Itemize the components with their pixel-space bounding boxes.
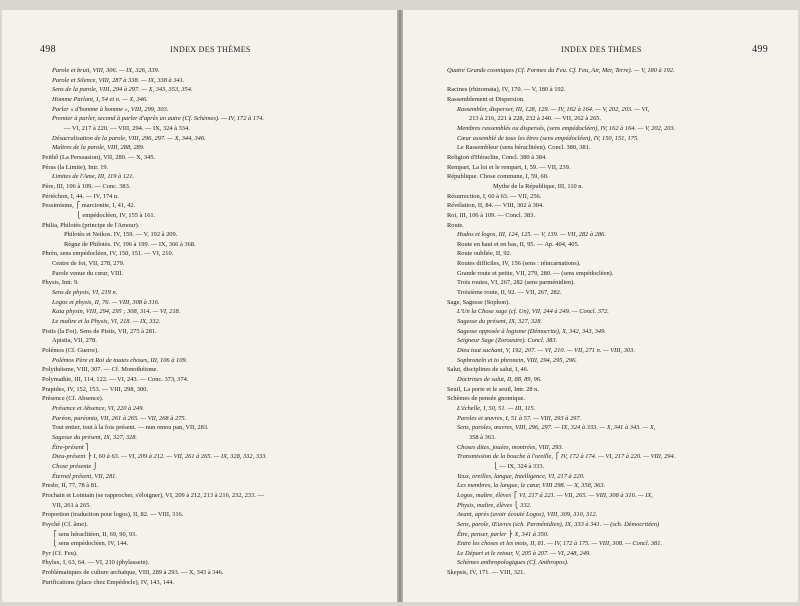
index-entry-line: Présence (Cf. Absence). [42,395,104,403]
index-entry-line: Seigneur Sage (Zoroastre). Concl. 383. [457,337,558,345]
index-entry-line: Père, III, 106 à 109. — Conc. 383. [42,182,131,190]
index-entry-line: Le maître et la Physis, VI, 218. — IX, 332. [52,318,161,326]
index-entry-line: Entre les choses et les mots, II, 81. — IV, 172 à 175. — VIII, 308. — Concl. 381. [457,540,663,548]
index-entry-line: Sage, Sagesse (Sophon). [447,298,510,306]
index-entry-line: Avant, après (avoir écouté Logos), VIII, 309, 310, 312. [457,511,598,519]
index-entry-line: Sagesse du présent, IX, 327, 328. [52,433,138,441]
index-entry-line: Polymathie, III, 114, 122. — VI, 243. — Conc. 373, 374. [42,376,189,383]
index-entry-line: Religion d'Héraclite, Concl. 380 à 384. [447,153,547,161]
index-entry-line: Doctrines de salut, II, 88, 89, 96. [457,376,542,383]
index-entry-line: Polémos Père et Roi de toutes choses, III, 106 à 109. [52,356,188,364]
index-entry-line: Polémos (Cf. Guerre). [42,347,99,355]
index-entry-line: Les membres, la langue, le cœur, VIII 298. — X, 358, 363. [457,482,606,490]
index-entry-line: Psyché (Cf. âme). [42,520,88,528]
right-page [403,10,798,602]
index-entry-line: Roi, III, 106 à 109. — Concl. 383. [447,211,536,219]
index-entry-line: ⎩ empédocléen, IV, 155 à 161. [76,211,156,219]
index-entry-line: Rempart, La loi et le rempart, I, 59. — VII, 239. [447,163,571,171]
index-entry-line: Skepsis, IV, 171. — VIII, 321. [447,569,525,577]
index-entry-line: VII, 261 à 265. [52,501,91,509]
index-entry-line: Paréon, paréonta, VII, 261 à 265. — VII, 268 à 275. [52,414,187,422]
index-entry-line: Route. [447,221,464,229]
index-entry-line: Sagesse du présent, IX, 327, 328. [457,318,543,326]
index-entry-line: Logos et physis, II, 76. — VIII, 308 à 316. [52,298,160,306]
index-entry-line: L'échelle, I, 50, 51. — III, 115. [457,404,536,412]
index-entry-line: Prapides, IV, 152, 153. — VIII, 298, 300. [42,385,148,393]
index-entry-line: Phrèn, sens empédocléen, IV, 150, 151. — VI, 210. [42,250,174,258]
index-entry-line: Paroles et œuvres, I, 51 à 57. — VIII, 293 à 297. [457,414,582,422]
index-entry-line: Trois routes, VI, 267, 282 (sens parménidien). [457,279,575,287]
right-page-header [403,44,798,56]
index-entry-line: — VI, 217 à 220. — VIII, 294. — IX, 324 à 334. [64,124,190,132]
index-entry-line: Route en haut et en bas, II, 95. — Ap. 404, 405. [457,240,580,248]
index-entry-line: 358 à 363. [469,433,496,441]
index-entry-line: Seuil, La porte et le seuil, Intr. 28 n. [447,385,539,393]
index-entry-line: Parole et Silence, VIII, 287 à 338. — IX, 338 à 341. [52,76,185,84]
index-entry-line: Polythéisme, VIII, 307. — Cf. Monothéisme. [42,366,158,374]
index-entry-line: République. Chose commune, I, 59, 60. [447,173,549,181]
left-index-entries [42,66,382,587]
left-page [2,10,397,602]
index-entry-line: ⎧ sens héraclitéen, II, 69, 90, 93. [52,530,137,538]
index-entry-line: Salut, disciplines de salut, I, 46. [447,366,529,374]
index-entry-line: Presbr, II, 77, 78 à 81. [42,482,99,490]
index-entry-line: Limites de l'Ame, III, 119 à 121. [52,173,135,181]
index-entry-line: Homme Parlant, I, 54 et n. — X, 346. [52,95,148,103]
index-entry-line: L'Un la Chose sage (cf. Un), VII, 244 à 249. — Concl. 372. [457,308,609,316]
index-entry-line: Rassembler, disperser, III, 128, 129. — IV, 162 à 164. — V, 202, 203. — VI, [457,105,650,113]
index-entry-line: Peithô (La Persuasion), VII, 280. — X, 345. [42,153,156,161]
right-index-entries [447,66,783,578]
index-entry-line: Problématiques de culture archaïque, VIII, 289 à 293. — X, 343 à 346. [42,569,224,577]
index-entry-line: Pessimisme, ⎧ marcionite, I, 41, 42. [42,202,136,210]
index-entry-line: Parler « d'homme à homme », VIII, 299, 303. [52,105,169,113]
index-entry-line: Physis, maître, élèves ⎩ 332. [457,501,532,509]
index-entry-line: Choses dites, jouées, montrées, VIII, 293. [457,443,564,451]
index-entry-line: ⎩ — IX, 324 à 333. [493,462,545,470]
index-entry-line: Apistia, VII, 278. [52,337,97,345]
index-entry-line: Phylax, I, 63, 64. — VI, 210 (phylassein). [42,559,150,567]
index-entry-line: Sens, parole, Œuvres (sch. Parménidien), IX, 333 à 341. — (sch. Démocritéen) [457,520,660,528]
index-entry-line: Sens, paroles, œuvres, VIII, 296, 297. — IX, 324 à 333. — X, 341 à 343. — X, [457,424,656,432]
index-entry-line: Péras (la Limite), Intr. 19. [42,163,109,171]
index-entry-line: Tout entier, tout à la fois présent. — nun omou pan, VII, 283. [52,424,209,432]
index-entry-line: Schèmes de pensée gnomique. [447,395,526,403]
index-entry-line: Purifications (place chez Empédocle), IV, 143, 144. [42,578,174,586]
index-entry-line: Désacralisation de la parole, VIII, 296, 297. — X, 344, 346. [52,134,206,142]
index-entry-line: Yeux, oreilles, langue, Intelligence, VI, 217 à 220. [457,472,585,480]
index-entry-line: Résurrection, I, 60 à 63. — VII, 256. [447,192,542,200]
index-entry-line: Premier à parler, second à parler d'après un autre (Cf. Schèmes). — IV, 172 à 174. [52,115,264,123]
index-entry-line: Présence et Absence, VI, 220 à 249. [52,404,144,412]
index-entry-line: Parole venue du cœur, VIII. [52,269,123,277]
index-entry-line: Maîtres de la parole, VIII, 288, 289. [52,144,145,152]
right-page-number: 499 [752,44,768,55]
index-entry-line: Physis, Intr. 9. [42,279,79,287]
left-running-title: INDEX DES THÈMES [170,45,251,54]
index-entry-line: Cœur assemblé de tous les êtres (sens empédocléen), IV, 150, 151, 175. [457,134,639,142]
index-entry-line: Troisième route, II, 92. — VII, 267, 282. [457,289,562,297]
index-entry-line: Centre de foi, VII, 278, 279. [52,260,125,268]
index-entry-line: Transmission de la bouche à l'oreille, ⎧ IV, 172 à 174. — VI, 217 à 220. — VIII, 294. [457,453,676,461]
index-entry-line: Dieu-présent ⎬ I, 60 à 63. — VI, 209 à 212. — VII, 261 à 265. — IX, 328, 332, 333. [52,453,267,461]
index-entry-line: Être-présent ⎫ [52,443,91,451]
index-entry-line: Pistis (la Foi). Sens de Pistis, VII, 275 à 281. [42,327,157,335]
index-entry-line: Logos, maître, élèves ⎧ VI, 217 à 221. — VII, 265. — VIII, 308 à 316. — IX, [457,491,653,499]
index-entry-line: Mythe de la République, III, 110 n. [493,182,584,190]
index-entry-line: Sens de la parole, VIII, 294 à 297. — X, 343, 353, 354. [52,86,193,94]
index-entry-line: Pyr (Cf. Feu). [42,549,78,557]
index-entry-line: Schèmes anthropologiques (Cf. Anthropos). [457,559,569,567]
index-entry-line: Parole et bruit, VIII, 306. — IX, 326, 339. [52,67,160,74]
index-entry-line: Éternel présent, VII, 281. [52,472,117,480]
left-page-number: 498 [40,44,56,55]
index-entry-line: Chose présente ⎭ [52,462,98,470]
index-entry-line: Racines (rhizomata), IV, 170. — V, 180 à 192. [447,86,566,94]
left-page-header [2,44,397,56]
index-entry-line: Grande route et petite, VII, 279, 280. — (sens empédocléen). [457,269,614,277]
index-entry-line [447,76,783,86]
index-entry-line: Membres rassemblés ou dispersés, (sens empédocléen), IV, 162 à 164. — V, 202, 203. [457,124,676,132]
index-entry-line: Révélation, II, 84. — VIII, 302 à 304. [447,202,544,210]
index-entry-line: Kata physin, VIII, 294, 295 ; 308, 314. — VI, 218. [52,308,181,316]
index-entry-line: ⎩ sens empédocléen, IV, 144. [52,540,129,548]
index-entry-line: Proportion (traduction pour logos), II, 82. — VIII, 316. [42,511,184,519]
index-entry-line: Sagesse opposée à logisme (Démocrite), X, 342, 343, 349. [457,327,606,335]
right-running-title: INDEX DES THÈMES [561,45,642,54]
index-entry-line: Le Rassembleur (sens héraclitéen). Concl. 380, 381. [457,144,591,152]
index-entry-line: Philotès et Neikos. IV, 159. — V, 192 à 209. [64,231,178,239]
index-entry-line: 213 à 216, 221 à 228, 232 à 240. — VII, 262 à 265. [469,115,601,123]
index-entry-line: Sophroneîn et to phronein, VIII, 294, 295, 296. [457,356,577,364]
index-entry-line: Routes difficiles, IV, 156 (sens : réincarnations). [457,260,581,268]
index-entry-line: Rassemblement et Dispersion. [447,95,525,103]
index-entry-line: Quatre Grands cosmiques (Cf. Formes du Feu. Cf. Feu, Air, Mer, Terre). — V, 180 à 192. [447,67,675,74]
index-entry-line: Être, penser, parler ⎬ X, 341 à 350. [457,530,549,538]
index-entry-line: Périéchon, I, 44. — IV, 174 n. [42,192,119,200]
index-entry-line: Le Départ et le retour, V, 205 à 207. — VI, 248, 249. [457,549,591,557]
index-entry-line: Route oubliée, II, 92. [457,250,512,258]
index-entry-line: Dieu tout sachant, V, 192, 207. — VI, 210. — VII, 271 n. — VIII, 303. [457,347,635,355]
index-entry-line: Sens de physis, VI, 219 n. [52,289,118,297]
index-entry-line: Hodos et logos, III, 124, 125. — V, 139. — VII, 282 à 286. [457,231,606,239]
index-entry-line: Philia, Philotès (principe de l'Amour). [42,221,140,229]
index-entry-line: Prochain et Lointain (se rapprocher, s'éloigner), VI, 209 à 212, 213 à 216, 232, 233. — [42,491,264,499]
index-entry-line: Règne de Philotès. IV, 196 à 199. — IX, 366 à 368. [64,240,196,248]
